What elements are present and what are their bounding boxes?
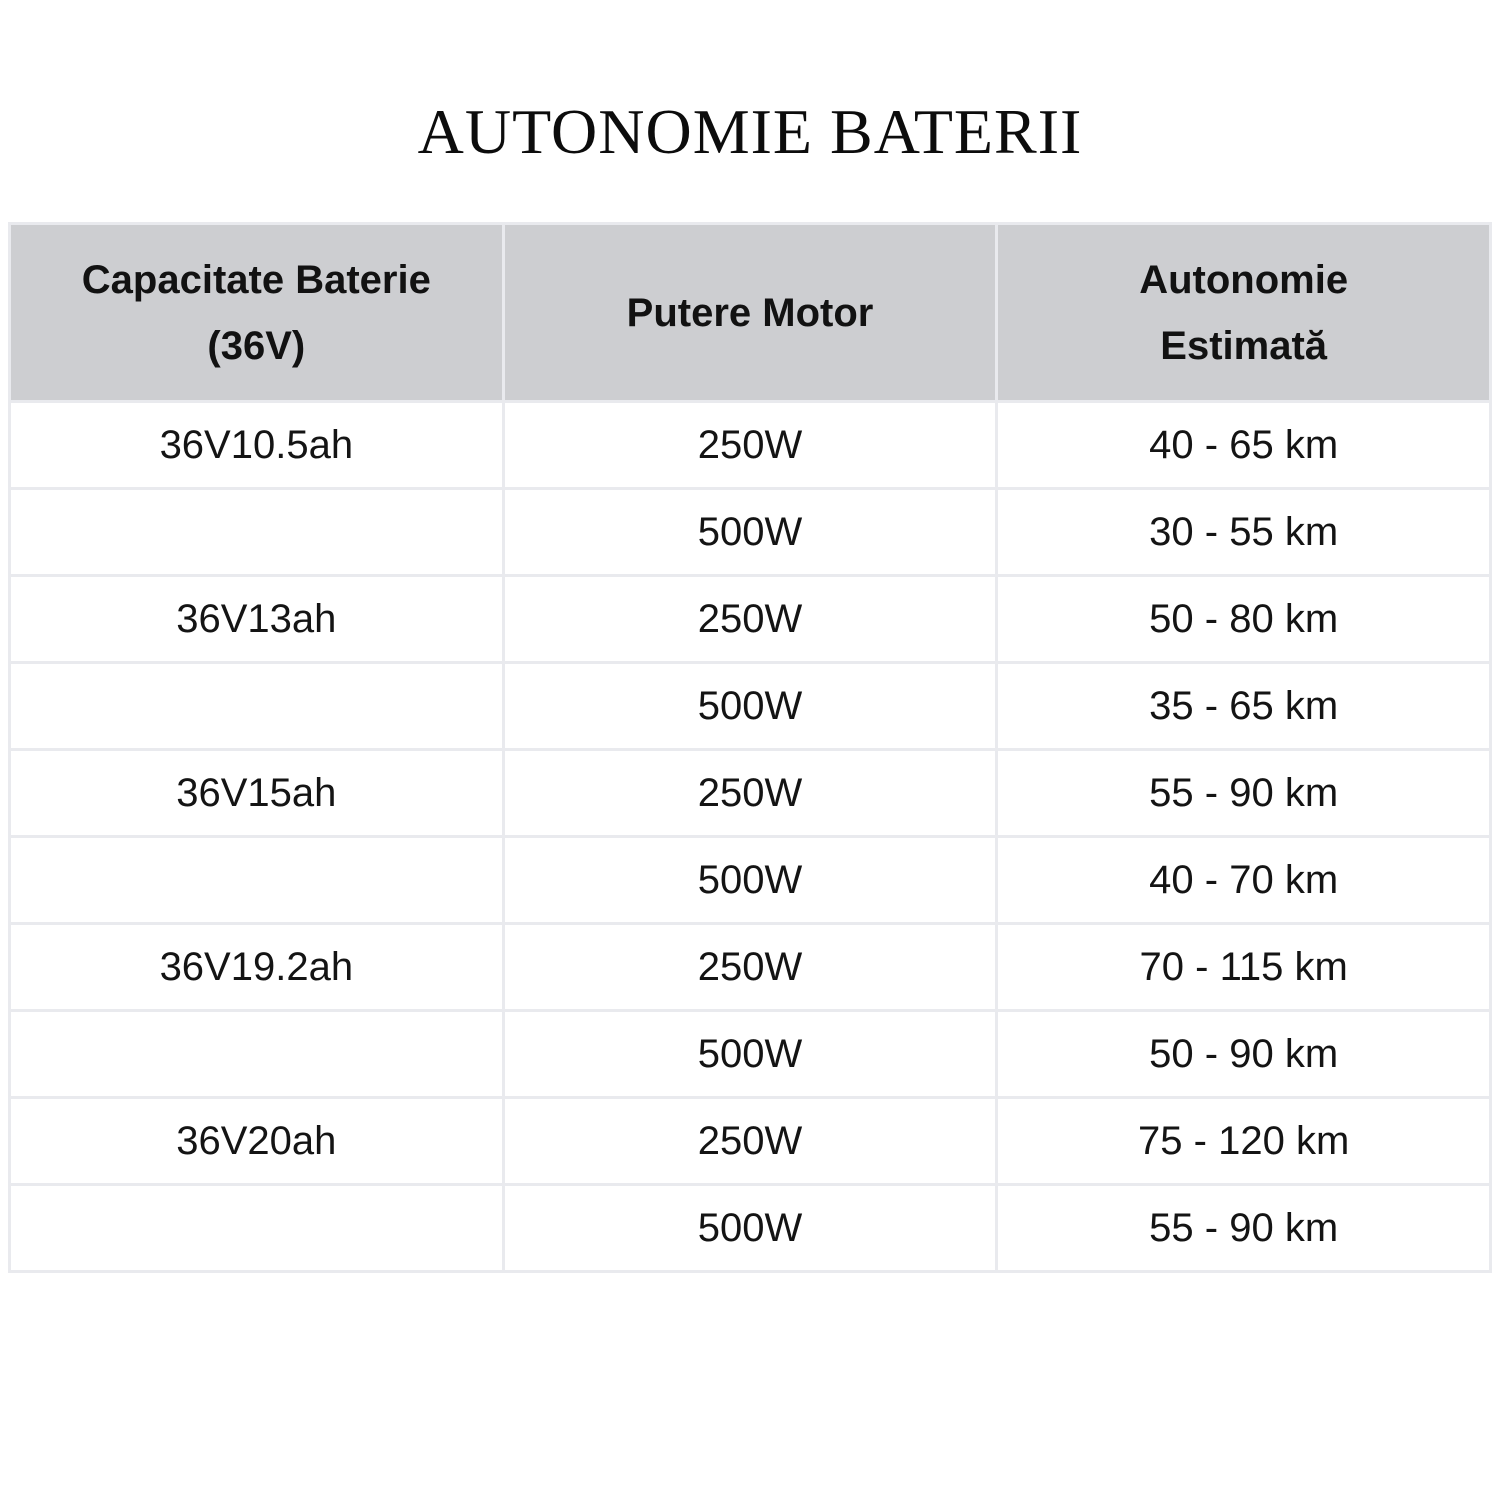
battery-autonomy-table [8,222,1492,1273]
cell-range: 40 - 65 km [997,402,1491,489]
table-body [10,402,1491,1272]
cell-capacity: 36V20ah [10,1098,504,1185]
cell-power: 500W [503,837,997,924]
cell-capacity [10,489,504,576]
cell-range: 50 - 90 km [997,1011,1491,1098]
cell-range: 55 - 90 km [997,750,1491,837]
cell-capacity: 36V15ah [10,750,504,837]
cell-capacity: 36V19.2ah [10,924,504,1011]
table-row [10,924,1491,1011]
cell-range: 40 - 70 km [997,837,1491,924]
cell-power: 500W [503,489,997,576]
cell-capacity: 36V10.5ah [10,402,504,489]
cell-capacity [10,1011,504,1098]
cell-capacity [10,663,504,750]
table-row [10,576,1491,663]
cell-range: 75 - 120 km [997,1098,1491,1185]
cell-power: 250W [503,576,997,663]
cell-power: 250W [503,402,997,489]
cell-power: 250W [503,924,997,1011]
header-capacity-line2: (36V) [207,323,306,368]
header-range-line2: Estimată [1160,323,1328,368]
header-capacity-line1: Capacitate Baterie [81,257,431,302]
table-row [10,750,1491,837]
cell-capacity [10,1185,504,1272]
header-power-line1: Putere Motor [626,290,874,335]
table-row [10,1185,1491,1272]
table-row [10,1011,1491,1098]
cell-power: 500W [503,1185,997,1272]
table-row [10,837,1491,924]
cell-capacity [10,837,504,924]
cell-power: 500W [503,663,997,750]
cell-range: 30 - 55 km [997,489,1491,576]
table-header [10,224,1491,402]
cell-power: 250W [503,1098,997,1185]
cell-range: 35 - 65 km [997,663,1491,750]
header-row [10,224,1491,402]
table-row [10,1098,1491,1185]
header-range [997,224,1491,402]
cell-power: 250W [503,750,997,837]
table-row [10,663,1491,750]
header-range-line1: Autonomie [1139,257,1349,302]
table-row [10,489,1491,576]
header-power [503,224,997,402]
table-row [10,402,1491,489]
cell-range: 70 - 115 km [997,924,1491,1011]
cell-range: 55 - 90 km [997,1185,1491,1272]
cell-capacity: 36V13ah [10,576,504,663]
cell-power: 500W [503,1011,997,1098]
page-title: AUTONOMIE BATERII [417,96,1083,167]
cell-range: 50 - 80 km [997,576,1491,663]
header-capacity [10,224,504,402]
